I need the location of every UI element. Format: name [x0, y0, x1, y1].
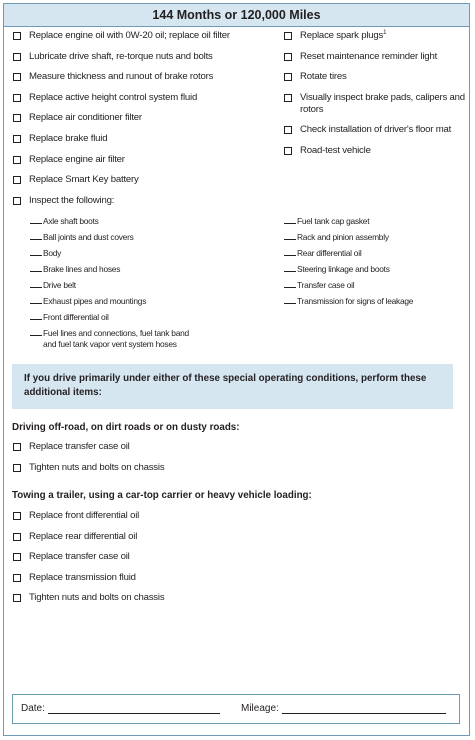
- checkbox[interactable]: [13, 94, 21, 102]
- special-conditions-notice: If you drive primarily under either of these special operating conditions, perform these additional items:: [12, 364, 453, 409]
- inspect-item: Fuel tank cap gasket: [284, 216, 464, 227]
- inspect-item: Rack and pinion assembly: [284, 232, 464, 243]
- mileage-field[interactable]: [282, 704, 446, 714]
- inspect-item: Body: [30, 248, 240, 259]
- checkbox[interactable]: [13, 512, 21, 520]
- checklist-item: Rotate tires: [283, 71, 465, 83]
- checklist-item: Tighten nuts and bolts on chassis: [12, 462, 452, 483]
- checkbox[interactable]: [284, 147, 292, 155]
- blank-line[interactable]: [30, 248, 42, 256]
- footnote-marker: 1: [383, 29, 387, 36]
- checkbox[interactable]: [13, 73, 21, 81]
- card-title: 144 Months or 120,000 Miles: [4, 4, 469, 27]
- checklist-item: Check installation of driver's floor mat: [283, 124, 465, 136]
- checklist-item: Measure thickness and runout of brake rotors: [12, 71, 274, 92]
- blank-line[interactable]: [284, 296, 296, 304]
- checklist-item: Visually inspect brake pads, calipers and rotors: [283, 92, 465, 116]
- inspect-list-left: [30, 216, 240, 355]
- inspect-item: Exhaust pipes and mountings: [30, 296, 240, 307]
- inspect-item: Ball joints and dust covers: [30, 232, 240, 243]
- mileage-field-group: [241, 703, 446, 714]
- checklist-item: Replace rear differential oil: [12, 531, 452, 552]
- inspect-item: Fuel lines and connections, fuel tank band and fuel tank vapor vent system hoses: [30, 328, 240, 350]
- inspect-item: Brake lines and hoses: [30, 264, 240, 275]
- inspect-item: Drive belt: [30, 280, 240, 291]
- checkbox[interactable]: [13, 176, 21, 184]
- checklist-item: Replace transmission fluid: [12, 572, 452, 593]
- checkbox[interactable]: [13, 574, 21, 582]
- blank-line[interactable]: [30, 232, 42, 240]
- date-mileage-footer: [12, 694, 460, 724]
- checkbox[interactable]: [13, 53, 21, 61]
- checklist-item: Replace active height control system fluid: [12, 92, 274, 113]
- maintenance-card: [3, 3, 470, 736]
- checkbox[interactable]: [13, 464, 21, 472]
- blank-line[interactable]: [284, 232, 296, 240]
- blank-line[interactable]: [284, 216, 296, 224]
- checkbox[interactable]: [284, 53, 292, 61]
- blank-line[interactable]: [30, 296, 42, 304]
- checkbox[interactable]: [13, 443, 21, 451]
- checklist-item: Reset maintenance reminder light: [283, 51, 465, 63]
- offroad-title: Driving off-road, on dirt roads or on dusty roads:: [12, 422, 240, 433]
- inspect-item: Front differential oil: [30, 312, 240, 323]
- inspect-item: Transmission for signs of leakage: [284, 296, 464, 307]
- right-checklist: [283, 30, 465, 166]
- checklist-item: Replace spark plugs$^1$: [283, 30, 465, 42]
- blank-line[interactable]: [284, 248, 296, 256]
- checkbox[interactable]: [13, 553, 21, 561]
- towing-list: [12, 510, 452, 613]
- checkbox[interactable]: [284, 94, 292, 102]
- checklist-item: Replace engine oil with 0W-20 oil; replace oil filter: [12, 30, 274, 51]
- blank-line[interactable]: [30, 328, 42, 336]
- blank-line[interactable]: [284, 264, 296, 272]
- checkbox[interactable]: [13, 533, 21, 541]
- checkbox[interactable]: [284, 32, 292, 40]
- inspect-item: Axle shaft boots: [30, 216, 240, 227]
- blank-line[interactable]: [284, 280, 296, 288]
- date-field-group: [21, 703, 220, 714]
- left-checklist: [12, 30, 274, 215]
- checklist-item: Replace brake fluid: [12, 133, 274, 154]
- blank-line[interactable]: [30, 216, 42, 224]
- mileage-label: Mileage:: [241, 703, 279, 714]
- date-label: Date:: [21, 703, 45, 714]
- checkbox[interactable]: [13, 135, 21, 143]
- checklist-item: Replace transfer case oil: [12, 551, 452, 572]
- checklist-item: Road-test vehicle: [283, 145, 465, 157]
- checkbox[interactable]: [284, 126, 292, 134]
- inspect-item: Rear differential oil: [284, 248, 464, 259]
- checklist-item: Replace front differential oil: [12, 510, 452, 531]
- checkbox[interactable]: [13, 197, 21, 205]
- date-field[interactable]: [48, 704, 220, 714]
- checklist-item: Lubricate drive shaft, re-torque nuts and bolts: [12, 51, 274, 72]
- checkbox[interactable]: [284, 73, 292, 81]
- checkbox[interactable]: [13, 594, 21, 602]
- checklist-item: Replace engine air filter: [12, 154, 274, 175]
- checklist-item: Tighten nuts and bolts on chassis: [12, 592, 452, 613]
- blank-line[interactable]: [30, 264, 42, 272]
- offroad-list: [12, 441, 452, 482]
- checklist-item: Replace Smart Key battery: [12, 174, 274, 195]
- checklist-item: Replace air conditioner filter: [12, 112, 274, 133]
- inspect-list-right: [284, 216, 464, 312]
- checkbox[interactable]: [13, 114, 21, 122]
- blank-line[interactable]: [30, 312, 42, 320]
- inspect-item: Steering linkage and boots: [284, 264, 464, 275]
- checklist-item-inspect: Inspect the following:: [12, 195, 274, 216]
- blank-line[interactable]: [30, 280, 42, 288]
- towing-title: Towing a trailer, using a car-top carrier or heavy vehicle loading:: [12, 490, 312, 501]
- checklist-item: Replace transfer case oil: [12, 441, 452, 462]
- checkbox[interactable]: [13, 156, 21, 164]
- checkbox[interactable]: [13, 32, 21, 40]
- inspect-item: Transfer case oil: [284, 280, 464, 291]
